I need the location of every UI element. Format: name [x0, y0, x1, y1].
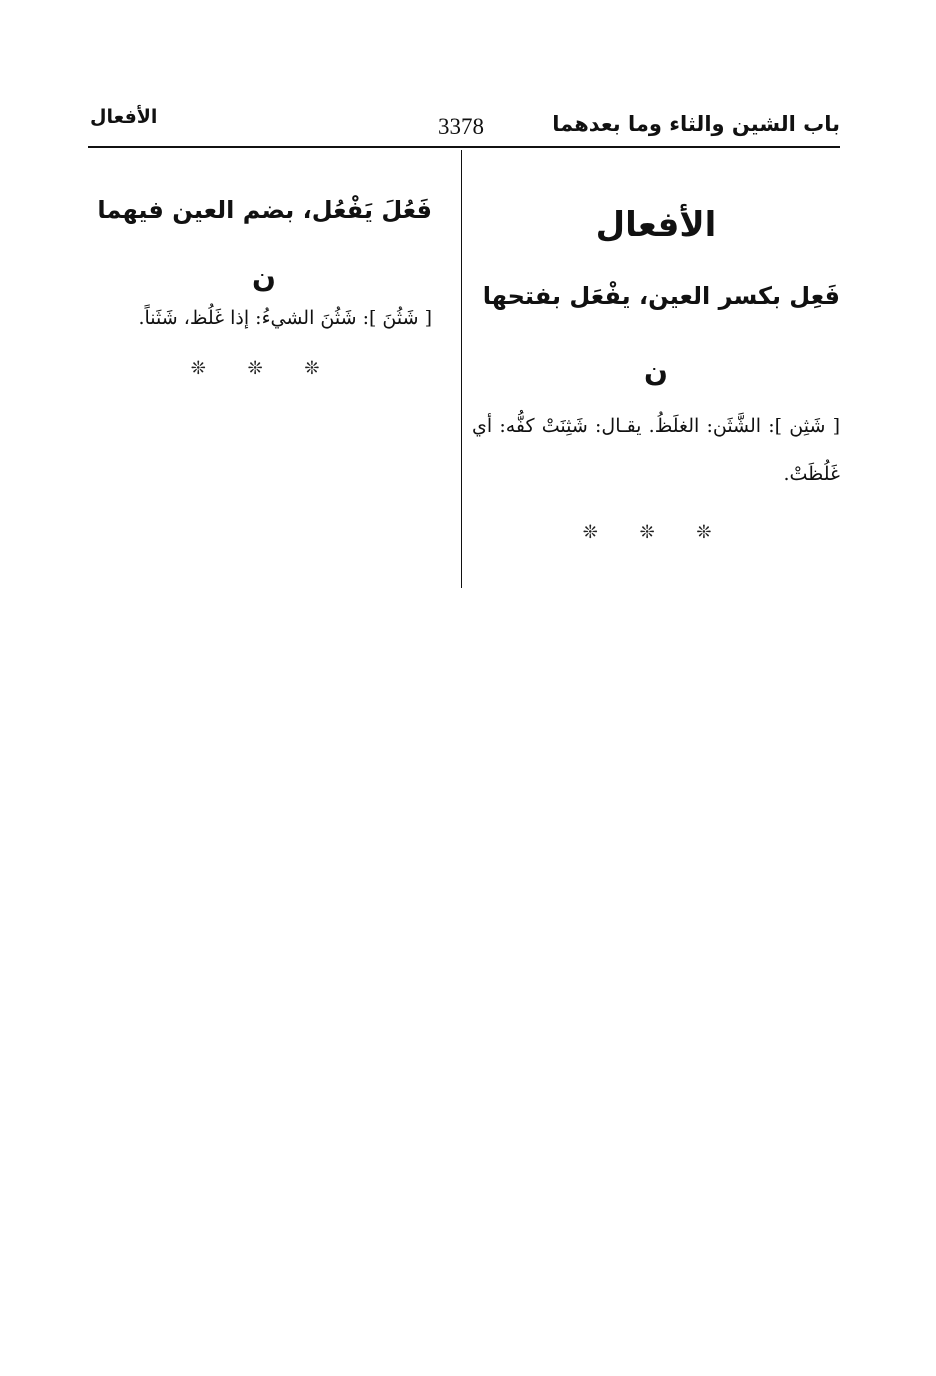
letter-heading: ن: [252, 261, 276, 294]
left-column: [96, 150, 432, 379]
section-separator: ❊ ❊ ❊: [190, 358, 338, 379]
header-rule: [88, 146, 840, 148]
running-header-chapter: باب الشين والثاء وما بعدهما: [552, 112, 840, 136]
letter-heading: ن: [644, 355, 668, 388]
dictionary-entry: [ شَثِن ]: الشَّثَن: الغلَظُ. يقـال: شَثِنَتْ كفُّه: أي غَلُظَتْ.: [472, 415, 840, 485]
verb-pattern-heading: فَعِل بكسر العين، يفْعَل بفتحها: [482, 282, 840, 310]
section-title: الأفعال: [595, 205, 717, 245]
dictionary-entry: [ شَثُنَ ]: شَثُنَ الشيءُ: إذا غَلُظ، شَثَناً.: [138, 307, 432, 329]
page-number: 3378: [438, 114, 484, 139]
section-separator: ❊ ❊ ❊: [582, 522, 730, 543]
right-column: [472, 150, 840, 543]
column-divider: [461, 150, 462, 588]
running-header-section: الأفعال: [90, 106, 158, 128]
verb-pattern-heading: فَعُلَ يَفْعُل، بضم العين فيهما: [97, 196, 432, 224]
